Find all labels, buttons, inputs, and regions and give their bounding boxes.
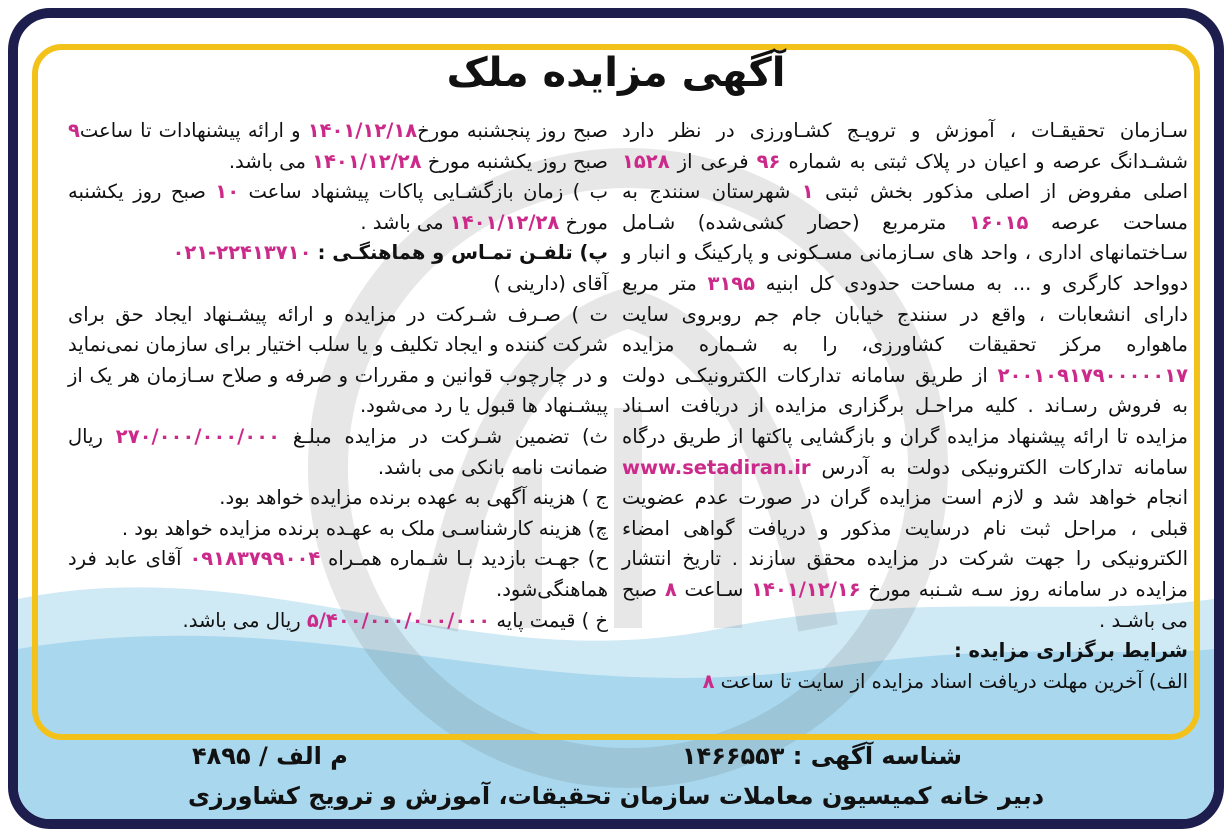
condition-pe: پ) تلفـن تمـاس و هماهنگـی : ۰۲۱-۲۲۴۱۳۷۱۰ <box>172 241 608 265</box>
contact-phone: ۰۲۱-۲۲۴۱۳۷۱۰ <box>172 241 312 265</box>
condition-khe: خ ) قیمت پایه ۵/۴۰۰/۰۰۰/۰۰۰/۰۰۰ ریال می باشد. <box>182 608 608 632</box>
left-column <box>68 116 608 636</box>
intro-paragraph: سـازمان تحقیقـات ، آموزش و ترویـج کشـاورزی در نظر دارد ششـدانگ عرصه و اعیان در پلاک ثبتی به شماره ۹۶ فرعی از ۱۵۲۸ اصلی مفروض از اصلی مذکور بخش ثبتی ۱ شهرستان سنندج به مساحت عرصه ۱۶۰۱۵ مترمربع (حصار کشی‌شده) شـامل سـاختمانهای اداری ، واحد های سـازمانی مسـکونی و پارکینگ و انبار و دوواحد کارگری و ... به مساحت حدودی کل ابنیه ۳۱۹۵ متر مربع دارای انشعابات ، واقع در سنندج خیابان جام جم روبروی سایت ماهواره مرکز تحقیقات کشاورزی، را به شـماره مزایده ۲۰۰۱۰۹۱۷۹۰۰۰۰۰۱۷ از طریق سامانه تدارکات الکترونیکـی دولت به فروش رسـاند . کلیه مراحـل برگزاری مزایده از دریافت اسـناد مزایده تا ارائه پیشنهاد مزایده گران و بازگشایی پاکتها از طریق درگاه سامانه تدارکات الکترونیکی دولت به آدرس www.setadiran.ir انجام خواهد شد و لازم است مزایده گران در صورت عدم عضویت قبلی ، مراحل ثبت نام درسایت مذکور و دریافت گواهی امضاء الکترونیکی را جهت شرکت در مزایده محقق سازند . تاریخ انتشار مزایده در سامانه روز سـه شـنبه مورخ ۱۴۰۱/۱۲/۱۶ سـاعت ۸ صبح می باشـد . <box>622 119 1189 632</box>
conditions-heading: شرایط برگزاری مزایده : <box>953 639 1188 663</box>
right-column <box>622 116 1188 697</box>
contact-name: آقای (دارینی ) <box>493 271 608 295</box>
condition-je: ج ) هزینه آگهی به عهده برنده مزایده خواهد بود. <box>219 486 608 510</box>
condition-se: ث) تضمین شـرکت در مزایده مبلـغ ۲۷۰/۰۰۰/۰۰۰/۰۰۰ ریال ضمانت نامه بانکی می باشد. <box>68 424 609 479</box>
condition-che: چ) هزینه کارشناسـی ملک به عهـده برنده مزایده خواهد بود . <box>121 516 608 540</box>
condition-te: ت ) صـرف شـرکت در مزایده و ارائه پیشـنهاد ایجاد حق برای شرکت کننده و ایجاد تکلیف و یا سلب اختیار برای سازمان نمی‌نماید و در چارچوب قوانین و مقررات و صرفه و صلاح سـازمان هر یک از پیشـنهاد ها قبول یا رد می‌شود. <box>68 302 608 418</box>
condition-be: ب ) زمان بازگشـایی پاکات پیشنهاد ساعت ۱۰ صبح روز یکشنبه مورخ ۱۴۰۱/۱۲/۲۸ می باشد . <box>68 180 608 234</box>
website-link[interactable]: www.setadiran.ir <box>622 455 811 479</box>
condition-he: ح) جهـت بازدید بـا شـماره همـراه ۰۹۱۸۳۷۹۹۰۰۴ آقای عابد فرد هماهنگی‌شود. <box>68 547 608 601</box>
publication-code: م الف / ۴۸۹۵ <box>192 742 348 770</box>
auction-number: ۲۰۰۱۰۹۱۷۹۰۰۰۰۰۱۷ <box>997 363 1188 387</box>
notice-id: شناسه آگهی : ۱۴۶۶۵۵۳ <box>681 742 962 770</box>
condition-alef: الف) آخرین مهلت دریافت اسناد مزایده از سایت تا ساعت ۸ <box>702 669 1188 693</box>
signature-line: دبیر خانه کمیسیون معاملات سازمان تحقیقات، آموزش و ترویج کشاورزی <box>187 782 1045 810</box>
visit-phone: ۰۹۱۸۳۷۹۹۰۰۴ <box>189 547 321 571</box>
notice-title: آگهی مزایده ملک <box>446 50 786 96</box>
condition-alef-continued: صبح روز پنجشنبه مورخ۱۴۰۱/۱۲/۱۸ و ارائه پیشنهادات تا ساعت۹ صبح روز یکشنبه مورخ ۱۴۰۱/۱۲/۲۸ می باشد. <box>68 119 608 173</box>
